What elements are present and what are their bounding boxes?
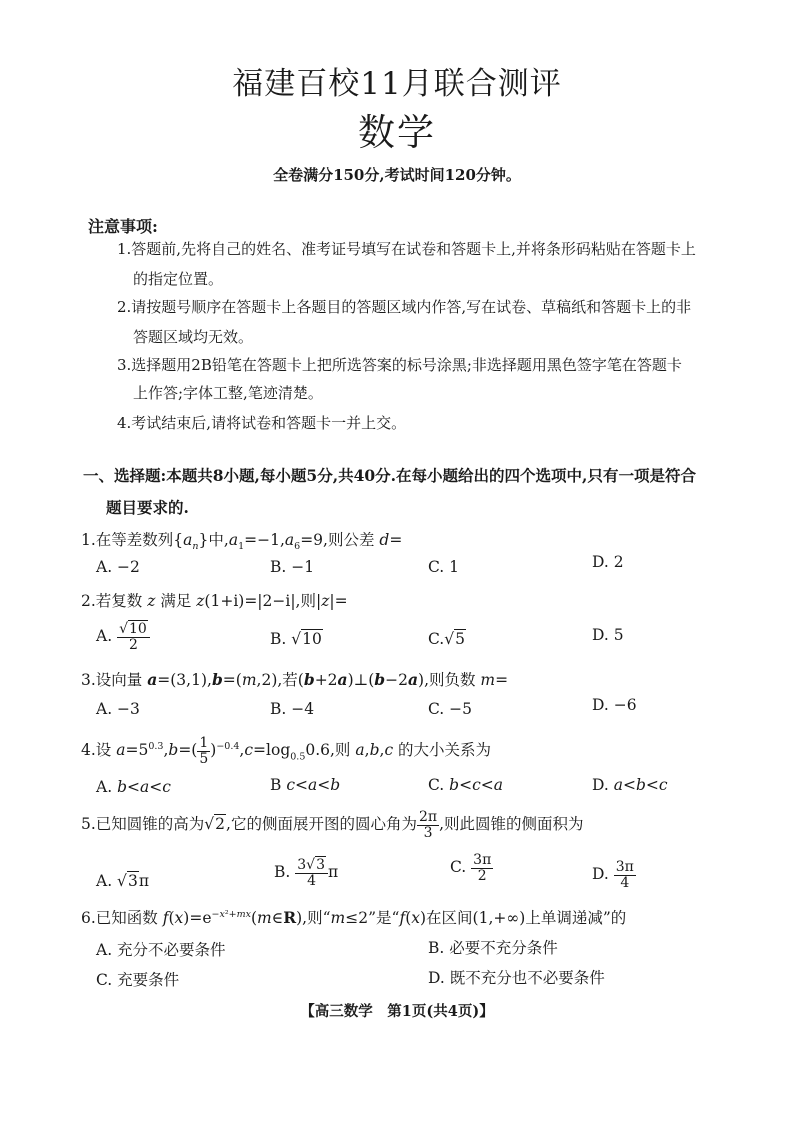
question-1-option-c: C. 1: [428, 558, 460, 576]
question-6-option-a: A. 充分不必要条件: [96, 941, 226, 959]
notice-item-4: 4.考试结束后,请将试卷和答题卡一并上交。: [117, 414, 407, 432]
section-heading-line-2: 题目要求的.: [106, 498, 189, 517]
question-4-option-d: D. a<b<c: [592, 776, 668, 794]
question-6-option-d: D. 既不充分也不必要条件: [428, 969, 605, 987]
question-5-option-c: C. $\frac{3\pi}{2}$: [450, 852, 492, 884]
question-3-option-d: D. −6: [592, 696, 637, 714]
question-5-option-b: B. $\frac{3√3}{4}$ π: [274, 857, 339, 889]
question-3-option-c: C. −5: [428, 700, 473, 718]
question-4-option-a: A. b<a<c: [96, 778, 171, 796]
notice-item-3-line-2: 上作答;字体工整,笔迹清楚。: [133, 384, 323, 402]
notice-item-1-line-1: 1.答题前,先将自己的姓名、准考证号填写在试卷和答题卡上,并将条形码粘贴在答题卡上: [117, 240, 696, 258]
question-1-option-d: D. 2: [592, 553, 624, 571]
page-footer: 【高三数学 第1页(共4页)】: [300, 1003, 494, 1020]
notice-item-3-line-1: 3.选择题用2B铅笔在答题卡上把所选答案的标号涂黑;非选择题用黑色签字笔在答题卡: [117, 356, 682, 374]
notice-item-1-line-2: 的指定位置。: [133, 270, 224, 288]
question-2-option-a: A. $\frac{√10}{2}$: [96, 622, 150, 652]
question-1-option-b: B. −1: [270, 558, 315, 576]
question-1-option-a: A. −2: [96, 558, 140, 576]
notice-item-2-line-2: 答题区域均无效。: [133, 328, 254, 346]
question-5-option-a: A. √3π: [96, 872, 149, 890]
question-5-option-d: D. $\frac{3\pi}{4}$: [592, 859, 634, 891]
question-6-stem: 6.已知函数 $f(x)=e^{-x^2+mx}(m\in R)$,则“m≤2”是“f(x)在区间(1,+∞)上单调递减”的: [81, 908, 627, 927]
question-4-stem: 4.设 $a=5^{0.3},b=$( $\frac{1}{5}$ )$^{-0.4},c=\log_{0.5}0.6$,则 a,b,c 的大小关系为: [81, 735, 492, 767]
question-3-option-a: A. −3: [96, 700, 140, 718]
exam-subject: 数学: [358, 111, 436, 154]
question-2-option-d: D. 5: [592, 626, 624, 644]
question-4-option-b: B c<a<b: [270, 776, 341, 794]
question-5-stem: 5.已知圆锥的高为√2,它的侧面展开图的圆心角为 $\frac{2\pi}{3}$ ,则此圆锥的侧面积为: [81, 809, 584, 841]
section-heading-line-1: 一、选择题:本题共8小题,每小题5分,共40分.在每小题给出的四个选项中,只有一项是符合: [83, 466, 696, 485]
question-2-option-b: B. √10: [270, 630, 322, 648]
notice-item-2-line-1: 2.请按题号顺序在答题卡上各题目的答题区域内作答,写在试卷、草稿纸和答题卡上的非: [117, 298, 692, 316]
notice-heading: 注意事项:: [88, 217, 158, 236]
question-6-option-b: B. 必要不充分条件: [428, 939, 558, 957]
question-4-option-c: C. b<c<a: [428, 776, 504, 794]
question-2-stem: 2.若复数 z 满足 z(1+i)=|2−i|,则|z|=: [81, 592, 348, 610]
question-3-stem: 3.设向量 a=(3,1),b=(m,2),若(b+2a)⊥(b−2a),则负数 m=: [81, 670, 509, 689]
question-2-option-c: C.√5: [428, 630, 465, 648]
question-6-option-c: C. 充要条件: [96, 971, 180, 989]
exam-info: 全卷满分150分,考试时间120分钟。: [273, 166, 521, 184]
exam-title: 福建百校11月联合测评: [232, 66, 562, 102]
question-1-stem: 1.在等差数列$\{a_n\}$中$,a_1=-1,a_6=9$,则公差 d=: [81, 531, 403, 553]
question-3-option-b: B. −4: [270, 700, 315, 718]
